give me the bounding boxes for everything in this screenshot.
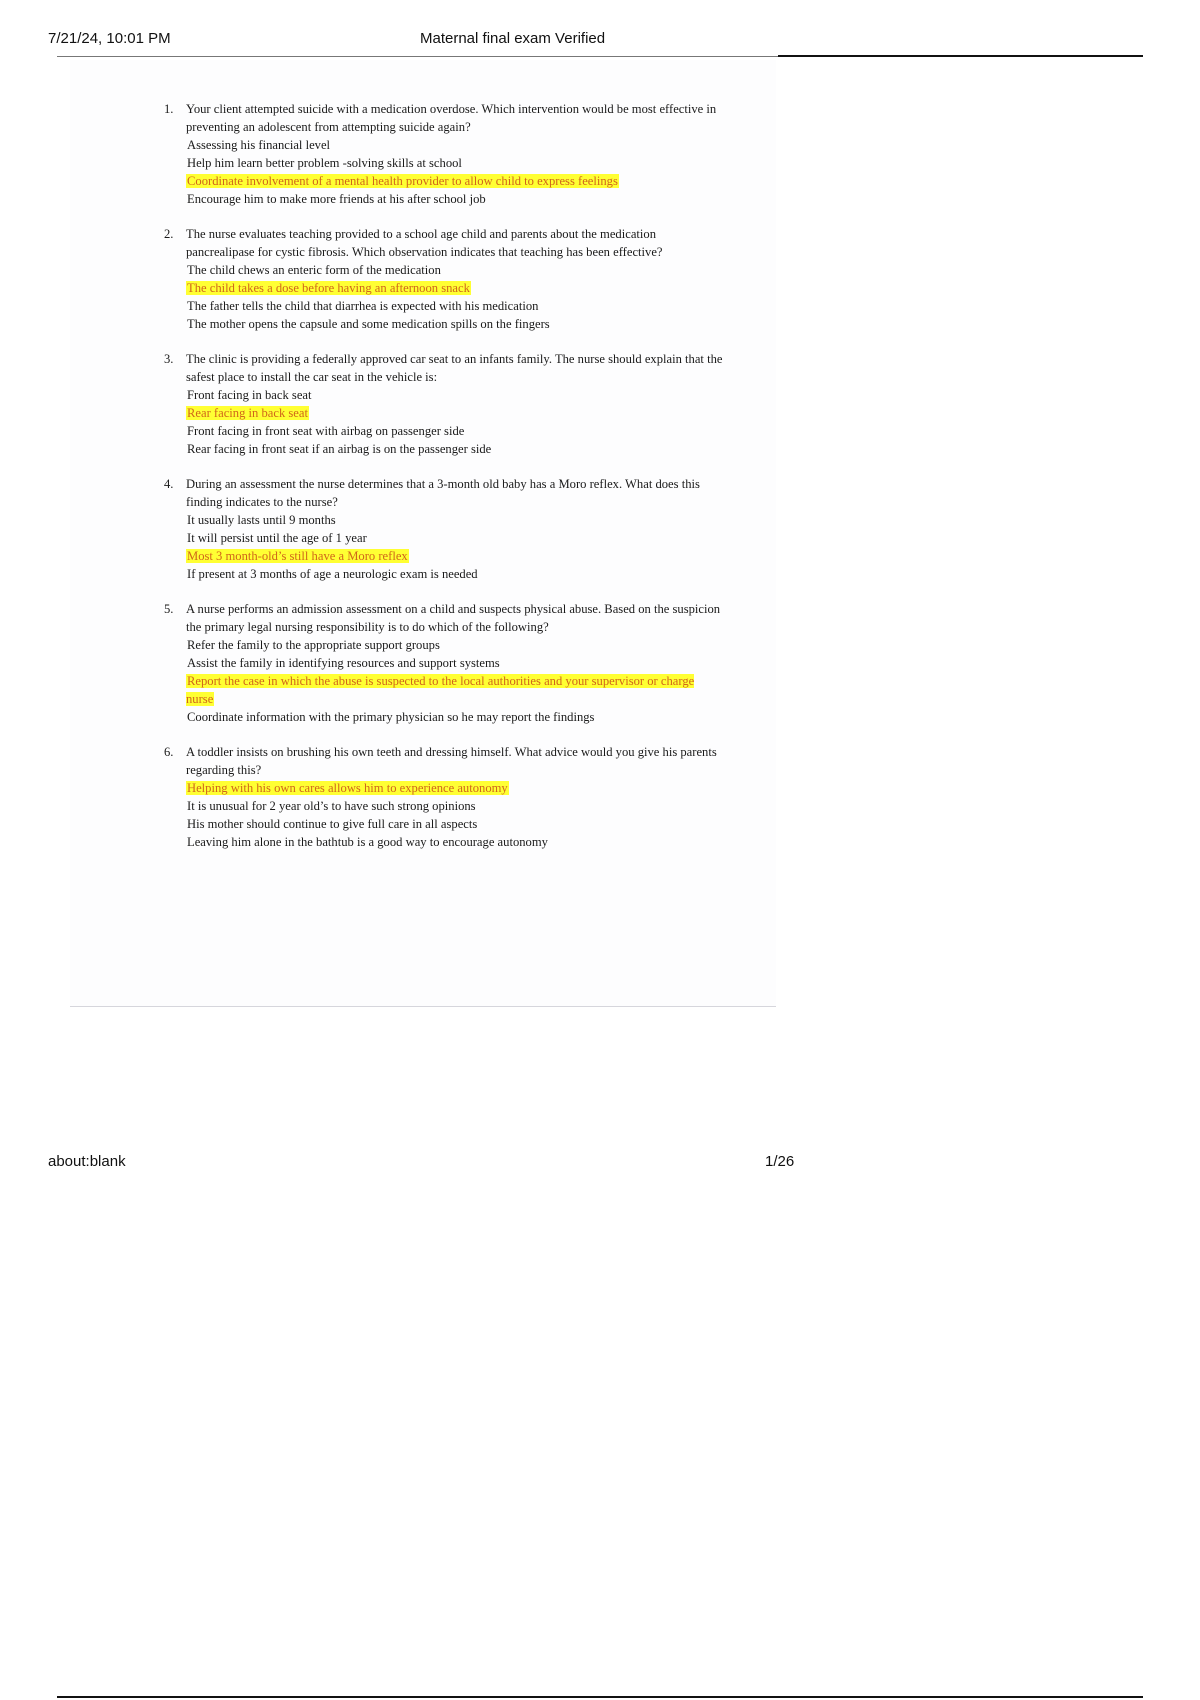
answer-option: Coordinate information with the primary physician so he may report the findings: [187, 710, 595, 724]
answer-option: It will persist until the age of 1 year: [187, 531, 367, 545]
correct-answer-option: Most 3 month-old’s still have a Moro reflex: [187, 549, 408, 563]
answer-option: If present at 3 months of age a neurologic exam is needed: [187, 567, 478, 581]
question-6: [164, 743, 724, 851]
question-1: [164, 100, 724, 208]
question-4: [164, 475, 724, 583]
header-divider-dark: [778, 55, 1143, 57]
answer-option: Leaving him alone in the bathtub is a good way to encourage autonomy: [187, 835, 548, 849]
answer-option: The mother opens the capsule and some medication spills on the fingers: [187, 317, 550, 331]
question-stem: During an assessment the nurse determines that a 3-month old baby has a Moro reflex. What does this finding indicates to the nurse?: [186, 477, 700, 509]
answer-option: Assessing his financial level: [187, 138, 331, 152]
print-datetime: 7/21/24, 10:01 PM: [48, 30, 171, 47]
answer-option: Encourage him to make more friends at his after school job: [187, 192, 486, 206]
question-5: [164, 600, 724, 726]
correct-answer-option: Rear facing in back seat: [187, 406, 308, 420]
question-number: 2.: [164, 227, 174, 241]
page-url: about:blank: [48, 1153, 126, 1170]
answer-option: Assist the family in identifying resources and support systems: [187, 656, 500, 670]
question-number: 3.: [164, 352, 174, 366]
answer-option: The father tells the child that diarrhea is expected with his medication: [187, 299, 539, 313]
correct-answer-option: Coordinate involvement of a mental health provider to allow child to express feelings: [187, 174, 618, 188]
print-header: [0, 28, 1200, 58]
question-2: [164, 225, 724, 333]
answer-option: Refer the family to the appropriate support groups: [187, 638, 440, 652]
answer-option: Front facing in back seat: [187, 388, 312, 402]
answer-option: His mother should continue to give full care in all aspects: [187, 817, 478, 831]
answer-option: It usually lasts until 9 months: [187, 513, 336, 527]
correct-answer-option: Helping with his own cares allows him to experience autonomy: [187, 781, 508, 795]
question-3: [164, 350, 724, 458]
answer-option: The child chews an enteric form of the medication: [187, 263, 441, 277]
document-page-edge: [70, 1006, 776, 1007]
bottom-divider: [57, 1696, 1143, 1698]
print-footer: [0, 1153, 1200, 1177]
question-number: 1.: [164, 102, 174, 116]
question-number: 4.: [164, 477, 174, 491]
document-title: Maternal final exam Verified: [420, 30, 606, 47]
answer-option: It is unusual for 2 year old’s to have such strong opinions: [187, 799, 476, 813]
question-stem: The clinic is providing a federally approved car seat to an infants family. The nurse should explain that the safest place to install the car seat in the vehicle is:: [186, 352, 723, 384]
question-number: 5.: [164, 602, 174, 616]
correct-answer-option: Report the case in which the abuse is suspected to the local authorities and your supervisor or charge nurse: [186, 674, 695, 706]
answer-option: Help him learn better problem -solving skills at school: [187, 156, 462, 170]
question-stem: Your client attempted suicide with a medication overdose. Which intervention would be most effective in preventing an adolescent from attempting suicide again?: [186, 102, 717, 134]
answer-option: Front facing in front seat with airbag on passenger side: [187, 424, 465, 438]
correct-answer-option: The child takes a dose before having an afternoon snack: [187, 281, 470, 295]
answer-option: Rear facing in front seat if an airbag is on the passenger side: [187, 442, 492, 456]
page-number: 1/26: [765, 1153, 795, 1170]
question-number: 6.: [164, 745, 174, 759]
question-stem: A nurse performs an admission assessment on a child and suspects physical abuse. Based on the suspicion the primary legal nursing responsibility is to do which of the following?: [186, 602, 721, 634]
question-list: [164, 100, 724, 868]
question-stem: A toddler insists on brushing his own teeth and dressing himself. What advice would you give his parents regarding this?: [186, 745, 717, 777]
question-stem: The nurse evaluates teaching provided to a school age child and parents about the medication pancrealipase for cystic fibrosis. Which observation indicates that teaching has been effective?: [186, 227, 663, 259]
